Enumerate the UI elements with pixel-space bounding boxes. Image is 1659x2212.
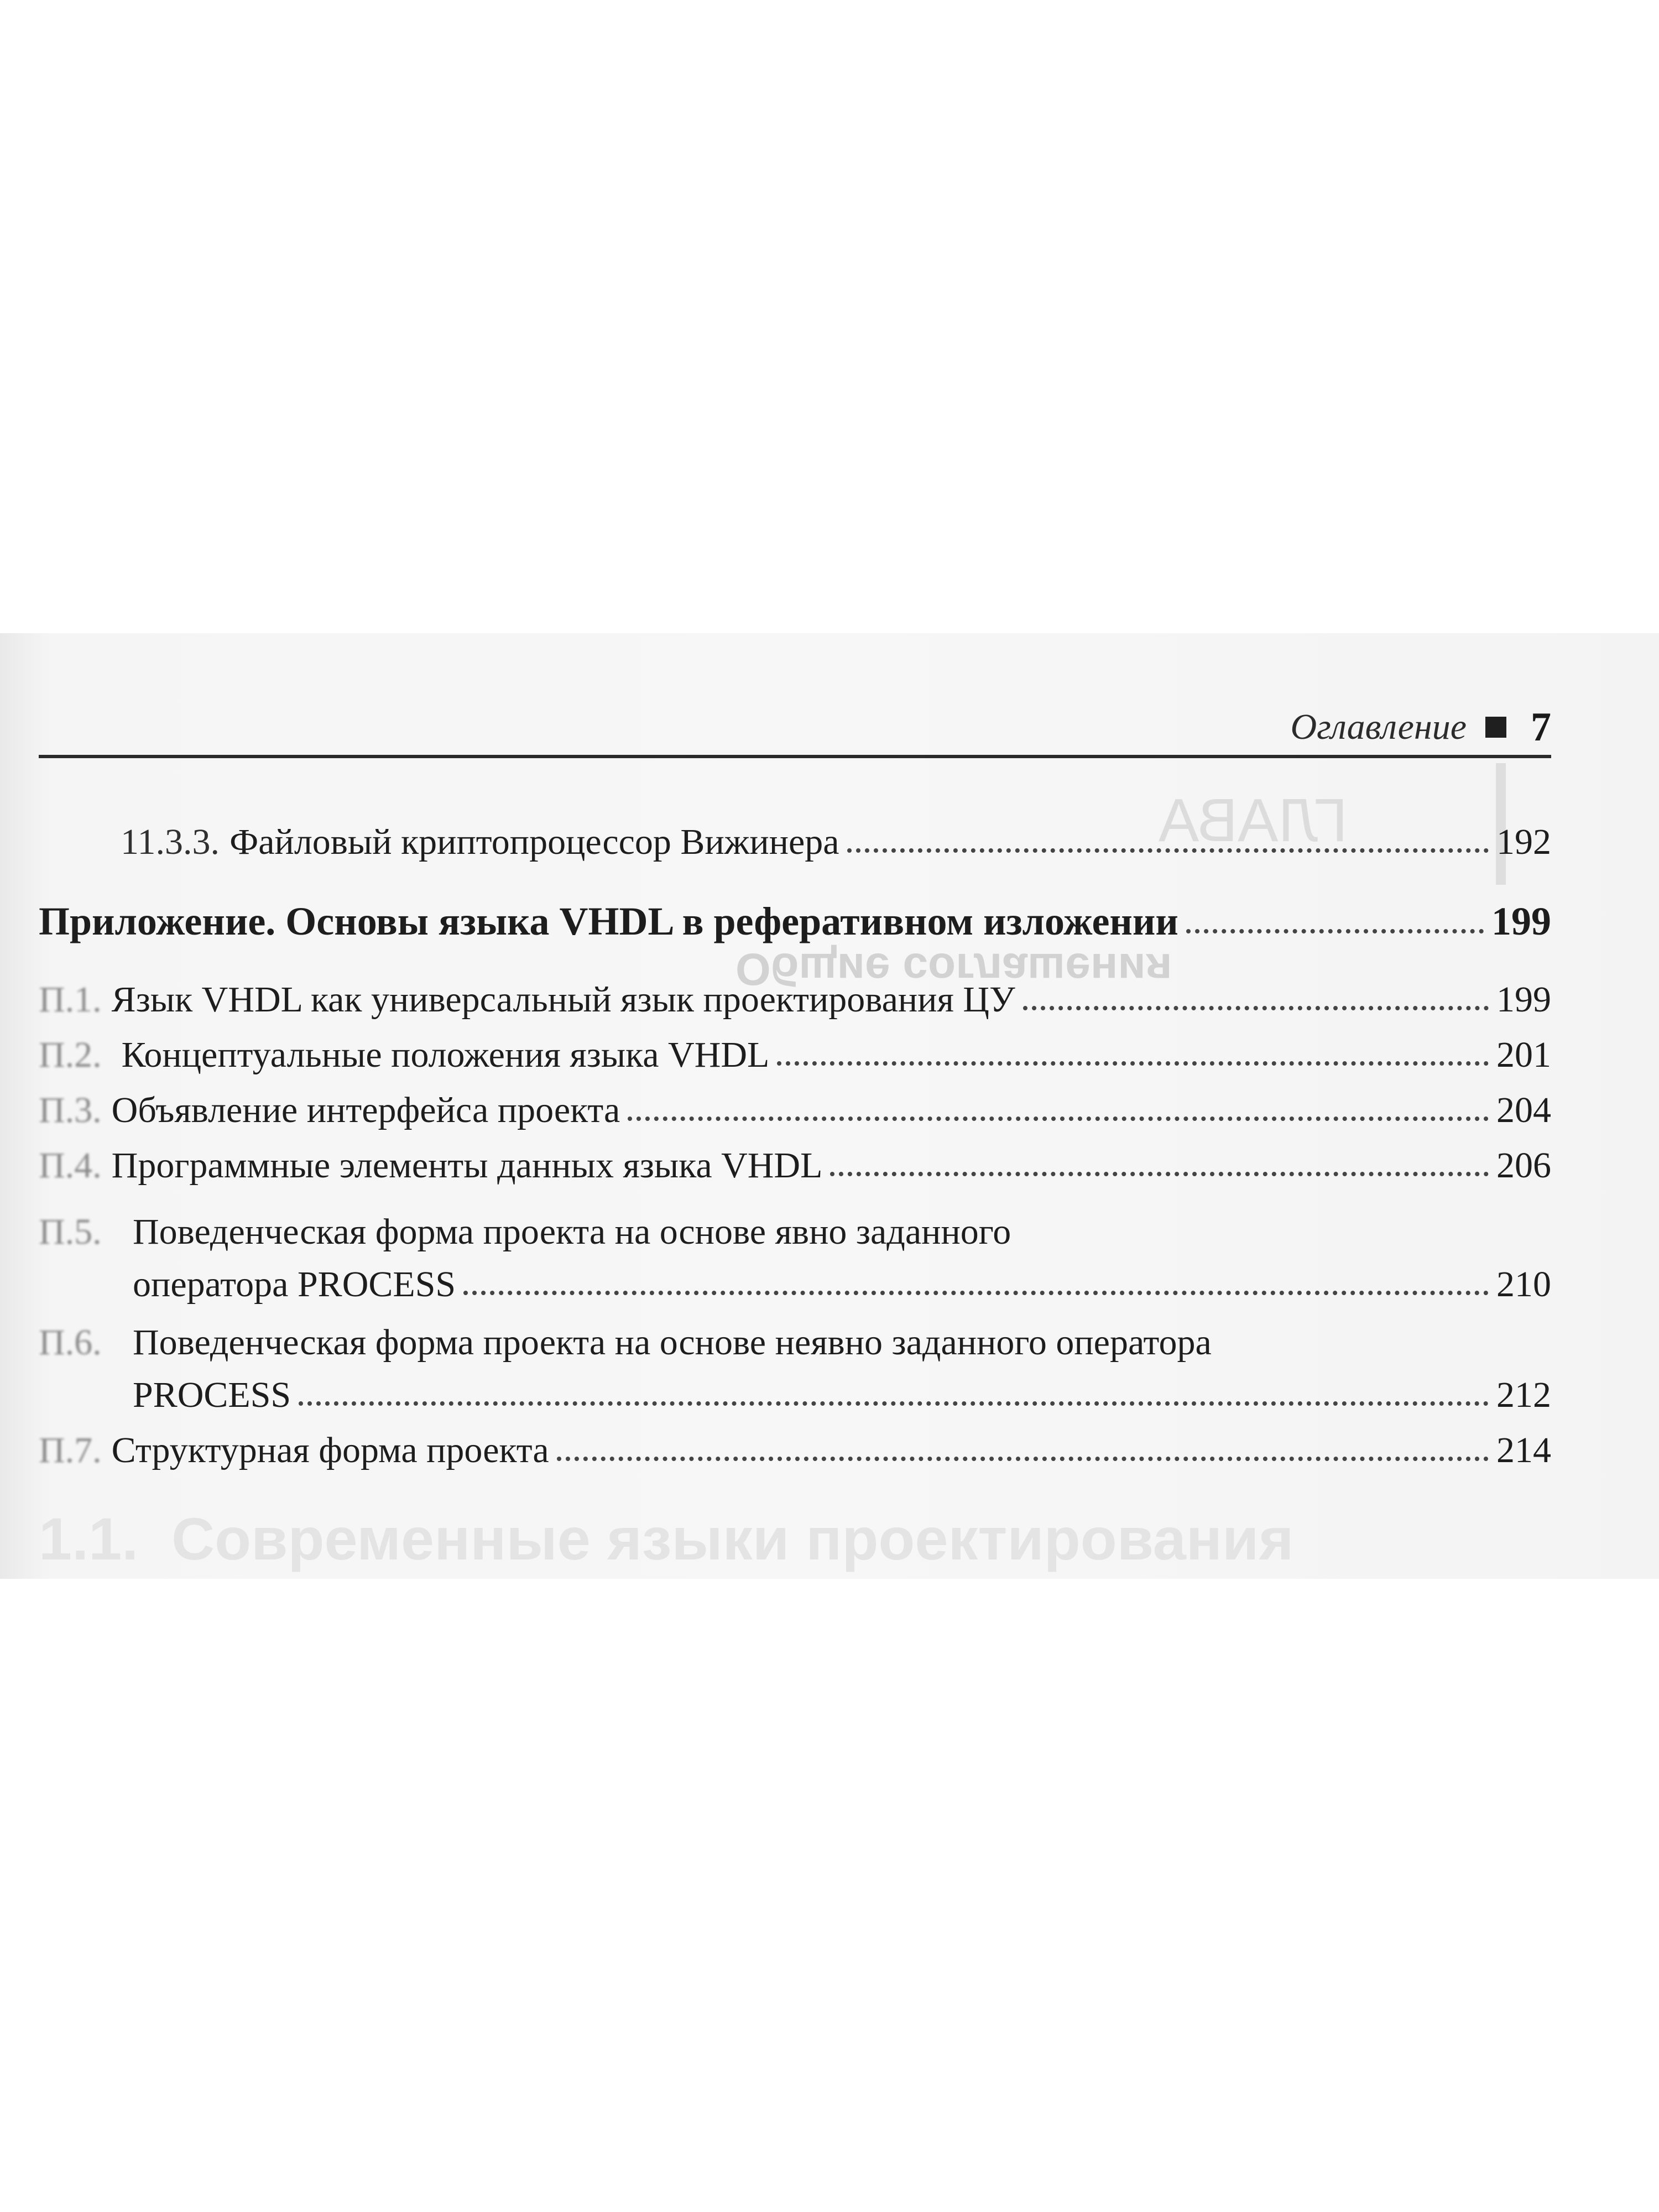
bleed-through-section: 1.1. Современные языки проектирования — [39, 1505, 1294, 1572]
toc-entry-number: П.3. — [39, 1090, 102, 1130]
toc-entry-title-line2: PROCESS — [133, 1375, 291, 1415]
toc-entry-number: П.5. — [39, 1212, 102, 1252]
toc-entry-title: Объявление интерфейса проекта — [111, 1090, 620, 1130]
toc-entry-page: 192 — [1496, 822, 1551, 862]
toc-entry-page: 204 — [1496, 1090, 1551, 1130]
page-number: 7 — [1531, 704, 1551, 750]
dot-leader — [463, 1291, 1489, 1295]
toc-entry-number: П.2. — [39, 1035, 102, 1075]
toc-entry-page: 214 — [1496, 1430, 1551, 1470]
dot-leader — [1186, 929, 1484, 933]
toc-entry[interactable] — [39, 824, 1551, 860]
toc-entry[interactable] — [133, 1266, 1551, 1303]
dot-leader — [557, 1457, 1489, 1461]
toc-entry[interactable] — [39, 1092, 1551, 1129]
toc-entry[interactable] — [133, 1377, 1551, 1413]
running-head-title: Оглавление — [1290, 707, 1467, 747]
dot-leader — [847, 848, 1489, 853]
toc-entry-number: П.4. — [39, 1145, 102, 1186]
bleed-through-heading: Общие соглашения — [735, 944, 1172, 994]
toc-entry-number: 11.3.3. — [121, 822, 220, 862]
toc-entry[interactable] — [39, 1432, 1551, 1469]
toc-entry-title: Файловый криптопроцессор Вижинера — [229, 822, 839, 862]
toc-entry[interactable] — [39, 979, 1551, 1020]
toc-entry-title: Концептуальные положения языка VHDL — [121, 1035, 770, 1075]
toc-entry-page: 201 — [1496, 1035, 1551, 1075]
toc-entry-page: 210 — [1496, 1264, 1551, 1305]
toc-entry-page: 199 — [1491, 899, 1551, 943]
running-head — [39, 700, 1551, 758]
toc-entry-title: Язык VHDL как универсальный язык проектирования ЦУ — [111, 979, 1015, 1020]
toc-entry-title: Программные элементы данных языка VHDL — [111, 1145, 823, 1186]
toc-entry[interactable] — [39, 1037, 1551, 1073]
toc-entry-title-line1[interactable]: Поведенческая форма проекта на основе явно заданного — [133, 1212, 1011, 1252]
dot-leader — [628, 1117, 1489, 1121]
square-bullet-icon — [1485, 717, 1506, 738]
dot-leader — [1023, 1006, 1489, 1010]
toc-chapter-entry[interactable] — [39, 901, 1551, 941]
toc-entry-title: Структурная форма проекта — [111, 1430, 549, 1470]
toc-entry-page: 206 — [1496, 1145, 1551, 1186]
toc-chapter-title: Приложение. Основы языка VHDL в реферативном изложении — [39, 899, 1178, 943]
toc-entry-title-line2: оператора PROCESS — [133, 1264, 456, 1305]
toc-entry-number: П.7. — [39, 1430, 102, 1470]
toc-entry-page: 212 — [1496, 1375, 1551, 1415]
toc-entry-page: 199 — [1496, 979, 1551, 1020]
toc-entry-number: П.6. — [39, 1322, 102, 1363]
toc-entry[interactable] — [39, 1147, 1551, 1184]
bleed-through-chapter-word: ГЛАВА — [1159, 786, 1348, 854]
dot-leader — [777, 1061, 1489, 1066]
dot-leader — [299, 1401, 1489, 1406]
toc-entry-title-line1[interactable]: Поведенческая форма проекта на основе неявно заданного оператора — [133, 1322, 1212, 1363]
dot-leader — [830, 1172, 1489, 1176]
toc-entry-number: П.1. — [39, 979, 102, 1020]
